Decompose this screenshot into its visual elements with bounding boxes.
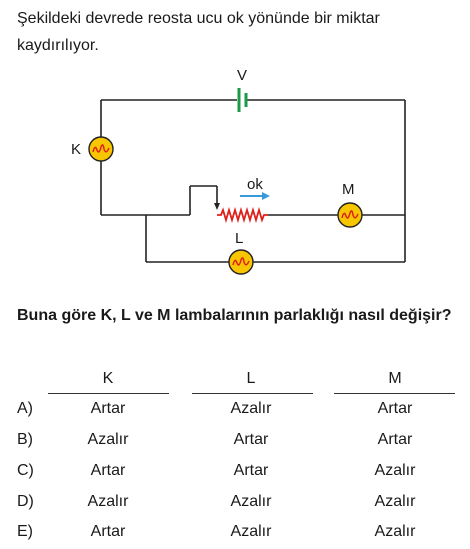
answer-option-d[interactable] xyxy=(0,488,470,519)
option-value-l: Azalır xyxy=(230,493,272,510)
option-label: B) xyxy=(17,431,33,448)
option-value-k: Azalır xyxy=(87,493,129,510)
battery-icon xyxy=(239,88,246,112)
option-value-l: Azalır xyxy=(230,523,272,540)
lamp-m-label: M xyxy=(342,181,355,198)
option-value-k: Artar xyxy=(90,523,126,540)
option-value-k: Artar xyxy=(90,400,126,417)
lamp-k-icon xyxy=(89,137,113,161)
battery-label: V xyxy=(237,67,248,84)
option-label: A) xyxy=(17,400,33,417)
circuit-diagram xyxy=(0,60,470,290)
option-label: C) xyxy=(17,462,34,479)
question-text: Buna göre K, L ve M lambalarının parlaklığı nasıl değişir? xyxy=(17,307,452,324)
arrow-label: ok xyxy=(247,176,263,193)
answer-option-e[interactable] xyxy=(0,518,470,549)
option-value-m: Artar xyxy=(377,400,413,417)
header-divider xyxy=(48,393,169,394)
lamp-m-icon xyxy=(338,203,362,227)
lamp-l-label: L xyxy=(235,230,244,247)
answer-option-a[interactable] xyxy=(0,395,470,426)
option-label: D) xyxy=(17,493,34,510)
rheostat-wiper-arrowhead xyxy=(214,203,220,210)
header-divider xyxy=(334,393,455,394)
answer-option-c[interactable] xyxy=(0,457,470,488)
rheostat-icon xyxy=(217,210,268,220)
column-header-l: L xyxy=(246,370,256,387)
column-header-k: K xyxy=(102,370,114,387)
answer-option-b[interactable] xyxy=(0,426,470,457)
option-value-m: Azalır xyxy=(374,493,416,510)
option-value-m: Azalır xyxy=(374,462,416,479)
option-value-l: Artar xyxy=(233,462,269,479)
option-value-m: Azalır xyxy=(374,523,416,540)
option-value-m: Artar xyxy=(377,431,413,448)
lamp-l-icon xyxy=(229,250,253,274)
option-value-k: Azalır xyxy=(87,431,129,448)
direction-arrow-icon xyxy=(240,192,270,200)
lamp-k-label: K xyxy=(71,141,82,158)
option-value-k: Artar xyxy=(90,462,126,479)
option-label: E) xyxy=(17,523,33,540)
question-intro: Şekildeki devrede reosta ucu ok yönünde bir miktar kaydırılıyor. xyxy=(17,10,380,54)
option-value-l: Azalır xyxy=(230,400,272,417)
column-header-m: M xyxy=(388,370,402,387)
header-divider xyxy=(192,393,313,394)
option-value-l: Artar xyxy=(233,431,269,448)
